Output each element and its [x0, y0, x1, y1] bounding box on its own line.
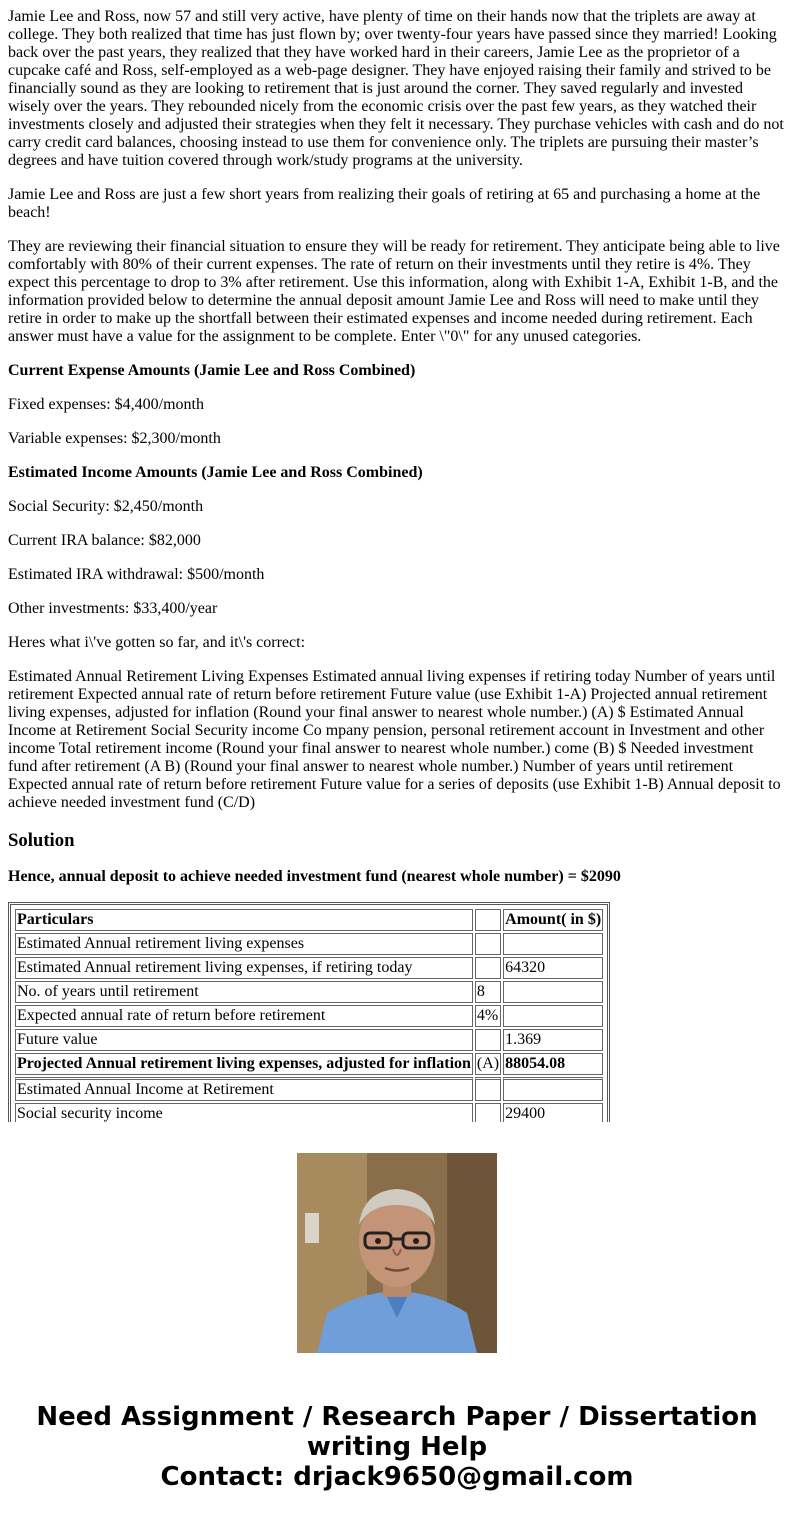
- cell-mark: [475, 1077, 501, 1101]
- cell-amount: [503, 1077, 603, 1101]
- intro-paragraph: Jamie Lee and Ross, now 57 and still very active, have plenty of time on their hands now that the triplets are away at college. They both realized that time has just flown by; over twenty-four years have passed since they married! Looking back over the past years, they realized that they have worked hard in their careers, Jamie Lee as the proprietor of a cupcake café and Ross, self-employed as a web-page designer. They have enjoyed raising their family and strived to be financially sound as they are looking to retirement that is just around the corner. They saved regularly and invested wisely over the years. They rebounded nicely from the economic crisis over the past few years, as they watched their investments closely and adjusted their strategies when they felt it necessary. They purchase vehicles with cash and do not carry credit card balances, choosing instead to use them for convenience only. The triplets are pursuing their master’s degrees and have tuition covered through work/study programs at the university.: [8, 8, 784, 169]
- ira-withdrawal: Estimated IRA withdrawal: $500/month: [8, 566, 265, 583]
- ira-balance: Current IRA balance: $82,000: [8, 532, 201, 549]
- table-header-row: [15, 909, 603, 931]
- income-heading: [8, 464, 786, 482]
- cell-particular: Future value: [15, 1029, 473, 1051]
- variable-expenses: Variable expenses: $2,300/month: [8, 430, 221, 447]
- cell-particular: Estimated Annual retirement living expenses, if retiring today: [15, 957, 473, 979]
- cell-amount: [503, 933, 603, 955]
- cta-line-1: Need Assignment / Research Paper / Dissertation: [36, 1402, 758, 1432]
- expense-heading-text: Current Expense Amounts (Jamie Lee and Ross Combined): [8, 362, 416, 379]
- cell-particular: Estimated Annual retirement living expenses: [15, 933, 473, 955]
- document-body: [0, 8, 794, 1130]
- other-investments: Other investments: $33,400/year: [8, 600, 218, 617]
- cell-mark: [475, 1029, 501, 1051]
- cell-amount: 88054.08: [503, 1053, 603, 1075]
- avatar: [297, 1153, 497, 1353]
- table-row: [15, 933, 603, 955]
- cell-mark: [475, 933, 501, 955]
- header-amount: Amount( in $): [503, 909, 603, 931]
- expense-heading: [8, 362, 786, 380]
- promo-footer: [0, 1122, 794, 1523]
- cell-mark: 8: [475, 981, 501, 1003]
- table-row: [15, 957, 603, 979]
- worksheet-paragraph: Estimated Annual Retirement Living Expenses Estimated annual living expenses if retiring today Number of years until retirement Expected annual rate of return before retirement Future value (use Exhibit 1-A) Projected annual retirement living expenses, adjusted for inflation (Round your final answer to nearest whole number.) (A) $ Estimated Annual Income at Retirement Social Security income Co mpany pension, personal retirement account in Investment and other income Total retirement income (Round your final answer to nearest whole number.) come (B) $ Needed investment fund after retirement (A B) (Round your final answer to nearest whole number.) Number of years until retirement Expected annual rate of return before retirement Future value for a series of deposits (use Exhibit 1-B) Annual deposit to achieve needed investment fund (C/D): [8, 668, 781, 811]
- person-portrait-icon: [297, 1153, 497, 1353]
- income-heading-text: Estimated Income Amounts (Jamie Lee and Ross Combined): [8, 464, 423, 481]
- answer-line: Hence, annual deposit to achieve needed investment fund (nearest whole number) = $2090: [8, 868, 621, 885]
- cell-mark: 4%: [475, 1005, 501, 1027]
- cell-particular: No. of years until retirement: [15, 981, 473, 1003]
- header-mark: [475, 909, 501, 931]
- table-row: [15, 1029, 603, 1051]
- cell-particular: Expected annual rate of return before retirement: [15, 1005, 473, 1027]
- task-paragraph: They are reviewing their financial situation to ensure they will be ready for retirement. They anticipate being able to live comfortably with 80% of their current expenses. The rate of return on their investments until they retire is 4%. They expect this percentage to drop to 3% after retirement. Use this information, along with Exhibit 1-A, Exhibit 1-B, and the information provided below to determine the annual deposit amount Jamie Lee and Ross will need to make until they retire in order to make up the shortfall between their estimated expenses and income needed during retirement. Each answer must have a value for the assignment to be complete. Enter \"0\" for any unused categories.: [8, 238, 780, 345]
- table-row: [15, 1005, 603, 1027]
- progress-note: Heres what i\'ve gotten so far, and it\'s correct:: [8, 634, 306, 651]
- solution-title: Solution: [8, 830, 75, 851]
- cell-amount: [503, 981, 603, 1003]
- fixed-expenses: Fixed expenses: $4,400/month: [8, 396, 204, 413]
- goal-paragraph: Jamie Lee and Ross are just a few short years from realizing their goals of retiring at 65 and purchasing a home at the beach!: [8, 186, 761, 221]
- cell-particular: Projected Annual retirement living expenses, adjusted for inflation: [15, 1053, 473, 1075]
- table-row: [15, 1077, 603, 1101]
- contact-banner: [0, 1402, 794, 1492]
- cell-mark: [475, 957, 501, 979]
- cta-line-3: Contact: drjack9650@gmail.com: [160, 1462, 634, 1492]
- cell-particular: Estimated Annual Income at Retirement: [15, 1077, 473, 1101]
- social-security: Social Security: $2,450/month: [8, 498, 204, 515]
- cta-line-2: writing Help: [306, 1432, 488, 1462]
- cell-amount: 29400: [503, 1103, 603, 1125]
- cell-particular: Social security income: [15, 1103, 473, 1125]
- cell-amount: [503, 1005, 603, 1027]
- solution-table: [8, 902, 610, 1156]
- table-row: [15, 981, 603, 1003]
- cell-mark: (A): [475, 1053, 501, 1075]
- table-row: [15, 1053, 603, 1075]
- cell-amount: 1.369: [503, 1029, 603, 1051]
- header-particulars: Particulars: [15, 909, 473, 931]
- cell-amount: 64320: [503, 957, 603, 979]
